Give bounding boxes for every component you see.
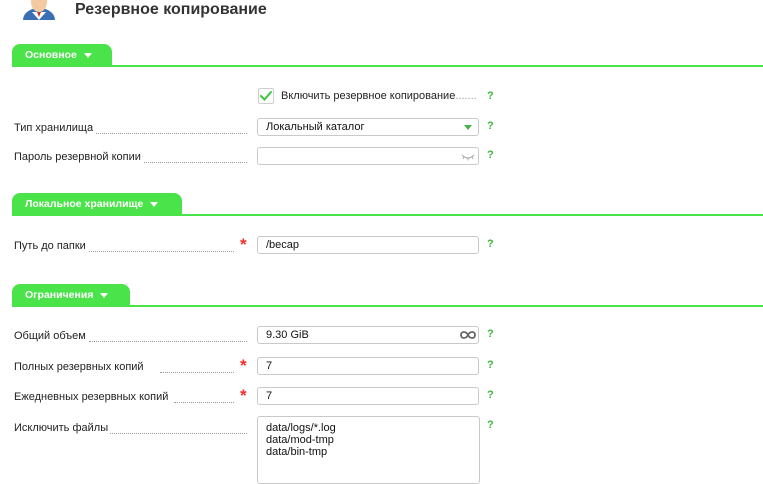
infinity-icon[interactable] (460, 330, 476, 343)
daily-backups-label: Ежедневных резервных копий (14, 391, 234, 405)
help-icon[interactable]: ? (487, 359, 494, 371)
daily-backups-input[interactable]: 7 (257, 387, 479, 405)
page-title: Резервное копирование (75, 1, 267, 18)
chevron-down-icon (150, 202, 158, 207)
total-size-label: Общий объем (14, 330, 247, 344)
required-marker: * (240, 386, 247, 405)
total-size-input[interactable]: 9.30 GiB (257, 326, 479, 344)
eye-closed-icon[interactable] (461, 152, 475, 164)
folder-path-label: Путь до папки (14, 240, 234, 254)
required-marker: * (240, 235, 247, 254)
section-tab-limits[interactable] (12, 284, 130, 306)
required-marker: * (240, 356, 247, 375)
full-backups-input[interactable]: 7 (257, 357, 479, 375)
section-tab-local-storage[interactable] (12, 193, 182, 215)
chevron-down-icon (84, 53, 92, 58)
help-icon[interactable]: ? (487, 419, 494, 431)
exclude-files-textarea[interactable] (257, 416, 480, 484)
checkmark-icon (259, 89, 273, 103)
exclude-line: data/logs/*.log (266, 422, 336, 434)
full-backups-label: Полных резервных копий (14, 361, 234, 375)
backup-password-label: Пароль резервной копии (14, 151, 247, 165)
help-icon[interactable]: ? (487, 389, 494, 401)
user-avatar-icon (22, 0, 56, 20)
section-tab-basic[interactable] (12, 44, 112, 66)
backup-password-input[interactable] (257, 147, 479, 165)
exclude-line: data/mod-tmp (266, 434, 334, 446)
storage-type-select[interactable]: Локальный каталог (257, 118, 479, 136)
help-icon[interactable]: ? (487, 149, 494, 161)
enable-backup-checkbox[interactable] (258, 88, 274, 104)
exclude-files-label: Исключить файлы (14, 422, 247, 436)
storage-type-label: Тип хранилища (14, 122, 247, 136)
help-icon[interactable]: ? (487, 238, 494, 250)
section-tab-label: Локальное хранилище (25, 198, 144, 210)
chevron-down-icon (100, 293, 108, 298)
section-divider (12, 65, 763, 67)
help-icon[interactable]: ? (487, 120, 494, 132)
section-tab-label: Ограничения (25, 289, 94, 301)
enable-backup-label: Включить резервное копирование....... (281, 90, 477, 102)
section-tab-label: Основное (25, 49, 77, 61)
exclude-line: data/bin-tmp (266, 446, 328, 458)
help-icon[interactable]: ? (487, 90, 494, 102)
help-icon[interactable]: ? (487, 328, 494, 340)
folder-path-input[interactable]: /becap (257, 236, 479, 254)
